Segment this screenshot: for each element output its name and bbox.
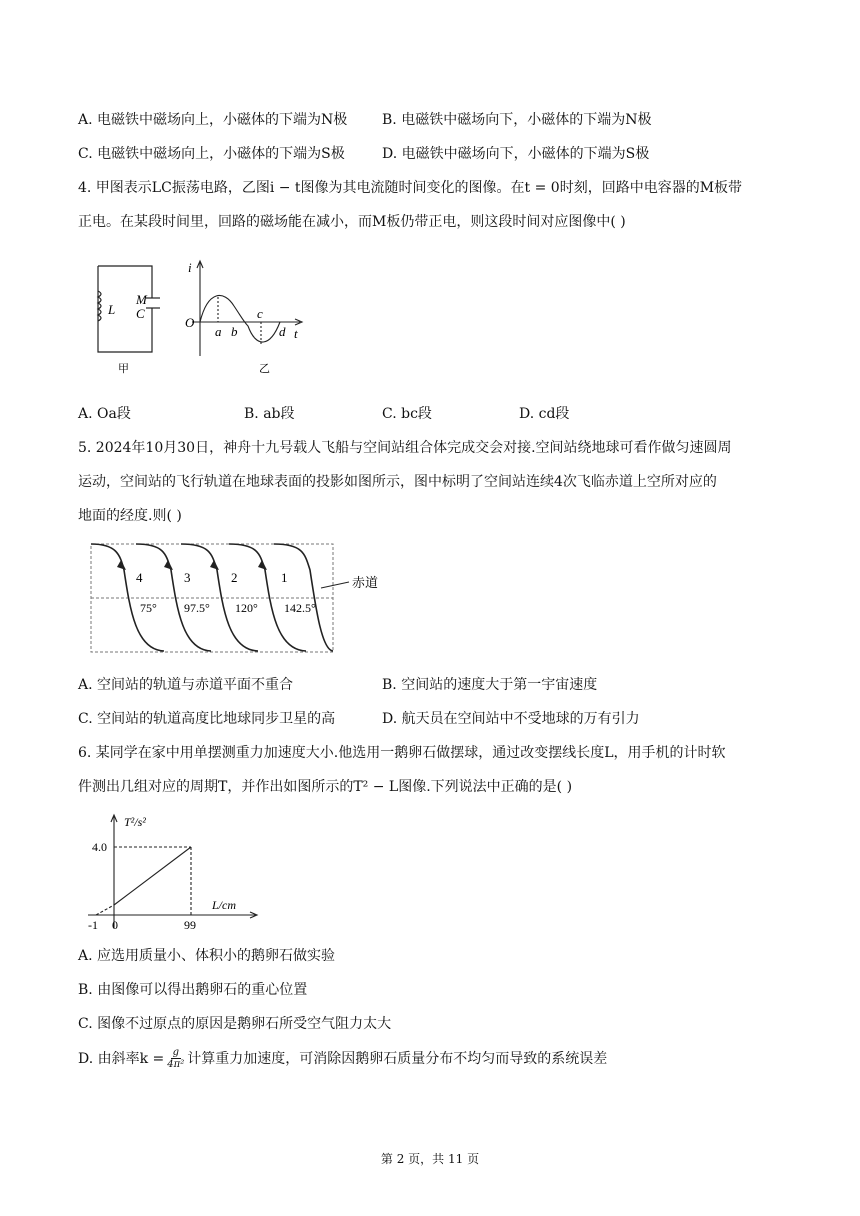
x-axis-label: L/cm: [212, 898, 236, 912]
q6-option-d-prefix: D. 由斜率k =: [78, 1050, 165, 1067]
q3-option-a: A. 电磁铁中磁场向上，小磁体的下端为N极: [78, 112, 348, 128]
q4-option-c: C. bc段: [382, 406, 432, 422]
q6-option-c: C. 图像不过原点的原因是鹅卵石所受空气阻力太大: [78, 1016, 392, 1032]
x-tick-0: 0: [112, 918, 118, 932]
x-tick-99: 99: [184, 918, 196, 932]
axis-i-label: i: [188, 260, 192, 275]
q4-option-d: D. cd段: [519, 406, 570, 422]
point-b-label: b: [231, 324, 238, 339]
q4-figure: [84, 256, 314, 376]
origin-label: O: [185, 315, 195, 330]
longitude-75: 75°: [140, 601, 157, 615]
pass-1-label: 1: [281, 570, 288, 585]
longitude-120: 120°: [235, 601, 258, 615]
x-tick-minus1: -1: [88, 918, 98, 932]
q6-option-d-suffix: 计算重力加速度，可消除因鹅卵石质量分布不均匀而导致的系统误差: [187, 1050, 608, 1067]
q5-stem-line1: 5. 2024年10月30日，神舟十九号载人飞船与空间站组合体完成交会对接.空间站绕地球可看作做匀速圆周: [78, 440, 732, 456]
q3-option-b: B. 电磁铁中磁场向下，小磁体的下端为N极: [382, 112, 652, 128]
q5-option-d: D. 航天员在空间站中不受地球的万有引力: [382, 711, 640, 727]
fig-jia-caption: 甲: [118, 363, 129, 375]
slope-fraction: [167, 1047, 184, 1070]
q5-orbit-projection-figure: [84, 540, 394, 656]
y-tick-4: 4.0: [92, 840, 107, 854]
fraction-denominator: 4π²: [167, 1059, 185, 1070]
q5-option-b: B. 空间站的速度大于第一宇宙速度: [382, 677, 598, 693]
q4-stem-line1: 4. 甲图表示LC振荡电路，乙图i − t图像为其电流随时间变化的图像。在t = 0时刻，回路中电容器的M板带: [78, 180, 743, 196]
pass-2-label: 2: [231, 570, 238, 585]
fig-yi-caption: 乙: [259, 363, 270, 375]
point-d-label: d: [279, 324, 286, 339]
q5-stem-line3: 地面的经度.则( ): [78, 508, 182, 524]
longitude-142-5: 142.5°: [284, 601, 316, 615]
q6-stem-line2: 件测出几组对应的周期T，并作出如图所示的T² − L图像.下列说法中正确的是( ): [78, 779, 573, 795]
i-t-graph: [192, 261, 302, 356]
page-footer: 第 2 页，共 11 页: [380, 1152, 480, 1166]
q6-option-a: A. 应选用质量小、体积小的鹅卵石做实验: [78, 948, 336, 964]
q6-stem-line1: 6. 某同学在家中用单摆测重力加速度大小.他选用一鹅卵石做摆球，通过改变摆线长度L，用手机的计时软: [78, 745, 726, 761]
q3-option-d: D. 电磁铁中磁场向下，小磁体的下端为S极: [382, 146, 650, 162]
q5-stem-line2: 运动，空间站的飞行轨道在地球表面的投影如图所示，图中标明了空间站连续4次飞临赤道上空所对应的: [78, 474, 717, 490]
q6-t2-l-graph: [84, 810, 264, 932]
point-a-label: a: [215, 324, 222, 339]
q4-stem-line2: 正电。在某段时间里，回路的磁场能在减小，而M板仍带正电，则这段时间对应图像中( ): [78, 214, 626, 230]
plate-m-label: M: [136, 292, 147, 307]
q3-option-c: C. 电磁铁中磁场向上，小磁体的下端为S极: [78, 146, 345, 162]
point-c-label: c: [257, 306, 263, 321]
pass-3-label: 3: [184, 570, 191, 585]
q5-option-c: C. 空间站的轨道高度比地球同步卫星的高: [78, 711, 336, 727]
q4-option-b: B. ab段: [244, 406, 295, 422]
q4-option-a: A. Oa段: [78, 406, 131, 422]
y-axis-label: T²/s²: [124, 815, 146, 829]
fraction-numerator: g: [172, 1047, 179, 1058]
capacitor-label: C: [136, 306, 145, 321]
inductor-label: L: [108, 302, 116, 317]
pass-4-label: 4: [136, 570, 143, 585]
q6-option-b: B. 由图像可以得出鹅卵石的重心位置: [78, 982, 308, 998]
longitude-97-5: 97.5°: [184, 601, 210, 615]
axis-t-label: t: [294, 326, 298, 341]
equator-label: 赤道: [352, 575, 379, 590]
q6-option-d: [78, 1047, 607, 1070]
q5-option-a: A. 空间站的轨道与赤道平面不重合: [78, 677, 294, 693]
